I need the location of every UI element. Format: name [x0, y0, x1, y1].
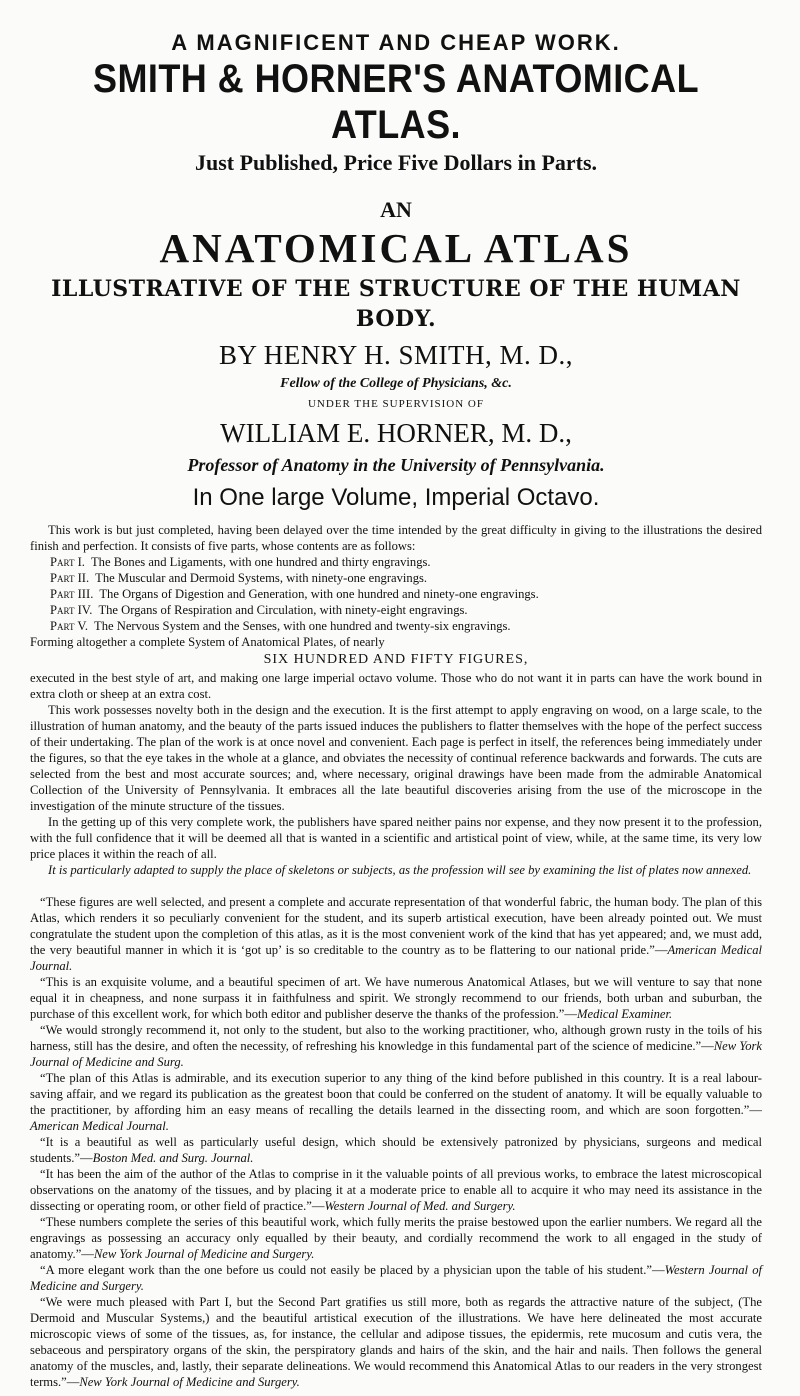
title-anatomical-atlas: ANATOMICAL ATLAS: [159, 225, 633, 271]
list-item: Part I. The Bones and Ligaments, with one hundred and thirty engravings.: [50, 555, 431, 569]
review-quote: “It has been the aim of the author of the Atlas to comprise in it the valuable points of all previous works, to embrace the latest microscopical observations on the anatomy of the tissues, and by placing it at a moderate price to enable all to acquire it who may need its assistance in the dissecting or operating room, or other field of practice.”—Western Journal of Med. and Surgery.: [30, 1167, 762, 1213]
forming-line: Forming altogether a complete System of Anatomical Plates, of nearly: [30, 635, 385, 649]
supervisor-credential: Professor of Anatomy in the University of Pennsylvania.: [187, 455, 605, 475]
reviews-section: [30, 894, 762, 1390]
list-item: Part III. The Organs of Digestion and Generation, with one hundred and ninety-one engravings.: [50, 587, 539, 601]
volume-line: In One large Volume, Imperial Octavo.: [192, 484, 600, 511]
review-quote: “These numbers complete the series of this beautiful work, which fully merits the praise bestowed upon the earlier numbers. We regard all the engravings as possessing an accuracy only equalled by their beauty, and cordially recommend the work to all engaged in the study of anatomy.”—New York Journal of Medicine and Surgery.: [30, 1215, 762, 1261]
author-credential: Fellow of the College of Physicians, &c.: [280, 376, 512, 391]
review-quote: “The plan of this Atlas is admirable, and its execution superior to any thing of the kind before published in this country. It is a real labour-saving affair, and we regard its publication as the greatest boon that could be conferred on the student of anatomy. It will be equally valuable to the practitioner, by affording him an easy means of recalling the details learned in the dissecting room, and which are soon forgotten.”—American Medical Journal.: [30, 1071, 762, 1133]
review-quote: “A more elegant work than the one before us could not easily be placed by a physician upon the table of his student.”—Western Journal of Medicine and Surgery.: [30, 1263, 762, 1293]
executed-paragraph: executed in the best style of art, and making one large imperial octavo volume. Those who do not want it in parts can have the work bound in extra cloth or sheep at an extra cost.: [30, 671, 762, 701]
section-gap: [30, 878, 762, 894]
review-quote: “These figures are well selected, and present a complete and accurate representation of that wonderful fabric, the human body. The plan of this Atlas, which renders it so peculiarly convenient for the student, and its superb artistical execution, have been already pointed out. We must congratulate the student upon the completion of this atlas, as it is the most convenient work of the kind that has yet appeared; and, we must add, the very beautiful manner in which it is ‘got up’ is so creditable to the country as to be flattering to our national pride.”—American Medical Journal.: [30, 895, 763, 973]
title-an: AN: [380, 197, 412, 222]
intro-paragraph: This work is but just completed, having been delayed over the time intended by the great difficulty in giving to the illustrations the desired finish and perfection. It consists of five parts, whose contents are as follows:: [30, 523, 762, 553]
novelty-paragraph: This work possesses novelty both in the design and the execution. It is the first attempt to apply engraving on wood, on a large scale, to the illustration of human anatomy, and the beauty of the parts issued induces the publishers to flatter themselves with the hope of the perfect success of their undertaking. The plan of the work is at once novel and convenient. Each page is perfect in itself, the references being immediately under the figures, so that the eye takes in the whole at a glance, and obviates the necessity of continual reference backwards and forwards. The cuts are selected from the best and most accurate sources; and, where necessary, original drawings have been made from the admirable Anatomical Collection of the University of Pennsylvania. It embraces all the late beautiful discoveries arising from the use of the microscope in the investigation of the minute structure of the tissues.: [30, 703, 762, 813]
main-title: SMITH & HORNER'S ANATOMICAL ATLAS.: [92, 57, 700, 147]
list-item: Part II. The Muscular and Dermoid Systems, with ninety-one engravings.: [50, 571, 428, 585]
price-line: Just Published, Price Five Dollars in Parts.: [194, 150, 598, 175]
supervisor-line: WILLIAM E. HORNER, M. D.,: [220, 418, 572, 448]
title-illustrative: ILLUSTRATIVE OF THE STRUCTURE OF THE HUMAN BODY.: [51, 276, 741, 332]
author-line: BY HENRY H. SMITH, M. D.,: [218, 340, 574, 370]
list-item: Part V. The Nervous System and the Senses, with one hundred and twenty-six engravings.: [50, 619, 511, 633]
kicker-heading: A MAGNIFICENT AND CHEAP WORK.: [171, 30, 621, 55]
six-hundred-figures: SIX HUNDRED AND FIFTY FIGURES,: [263, 652, 529, 667]
list-item: Part IV. The Organs of Respiration and Circulation, with ninety-eight engravings.: [50, 603, 468, 617]
review-quote: “It is a beautiful as well as particularly useful design, which should be extensively patronized by physicians, surgeons and medical students.”—Boston Med. and Surg. Journal.: [30, 1135, 762, 1165]
review-quote: “This is an exquisite volume, and a beautiful specimen of art. We have numerous Anatomical Atlases, but we will venture to say that none equal it in cheapness, and none surpass it in faithfulness and spirit. We strongly recommend to our friends, both urban and suburban, the purchase of this excellent work, for which both editor and publisher deserve the thanks of the profession.”—Medical Examiner.: [30, 975, 762, 1021]
parts-list: [30, 554, 762, 634]
adapted-note: It is particularly adapted to supply the place of skeletons or subjects, as the profession will see by examining the list of plates now annexed.: [48, 863, 752, 877]
review-quote: “We were much pleased with Part I, but the Second Part gratifies us still more, both as regards the attractive nature of the subject, (The Dermoid and Muscular Systems,) and the beautiful artistical execution of the illustrations. We have here delineated the most accurate microscopic views of some of the tissues, as, for instance, the cellular and adipose tissues, the epidermis, rete mucosum and cutis vera, the sebaceous and perspiratory organs of the skin, the perspiratory glands and hairs of the skin, and the hair and nails. Then follows the general anatomy of the muscles, and, lastly, their separate delineations. We would recommend this Anatomical Atlas to our readers in the very strongest terms.”—New York Journal of Medicine and Surgery.: [30, 1295, 762, 1389]
review-quote: “We would strongly recommend it, not only to the student, but also to the working practitioner, who, although grown rusty in the toils of his harness, still has the desire, and often the necessity, of refreshing his knowledge in this fundamental part of the science of medicine.”—New York Journal of Medicine and Surg.: [30, 1023, 762, 1069]
getting-up-paragraph: In the getting up of this very complete work, the publishers have spared neither pains nor expense, and they now present it to the profession, with the full confidence that it will be deemed all that is wanted in a scientific and artistical point of view, while, at the same time, its very low price places it within the reach of all.: [30, 815, 762, 861]
supervision-line: UNDER THE SUPERVISION OF: [307, 398, 484, 410]
